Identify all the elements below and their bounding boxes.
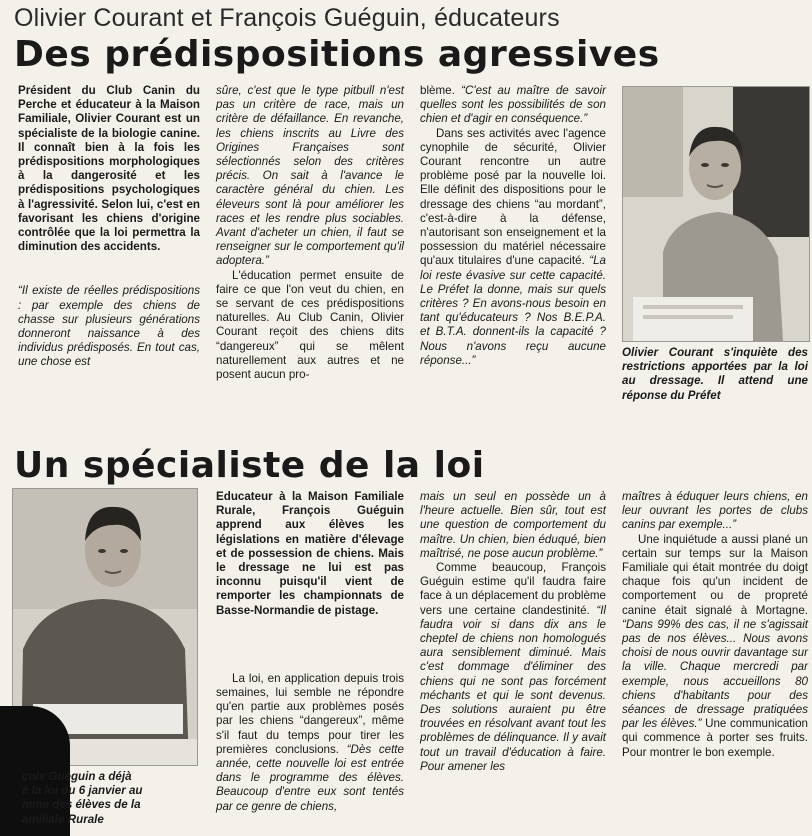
- article2-col2-quote: mais un seul en possède un à l'heure actuelle. Bien sûr, tout est une question de comportement du maître. Un chien, bien éduqué, bien maîtrisé, ne pose aucun problème.”: [420, 490, 606, 560]
- article1-col2-quote: sûre, c'est que le type pitbull n'est pas un critère de race, mais un critère de défaillance. En revanche, les chiens inscrits au Livre des Origines Françaises sont sélectionnés selon des critères précis. On sait à l'avance le caractère général du chien. Les éleveurs sont là pour améliorer les races et les rendre plus sociables. Avant d'acheter un chien, il faut se renseigner sur le comportement qu'il adoptera.”: [216, 84, 404, 268]
- photo-olivier-courant: [622, 86, 810, 342]
- photo-caption-1: Olivier Courant s'inquiète des restrictions apportées par la loi au dressage. Il attend une réponse du Préfet: [622, 346, 808, 402]
- article2-column-2: [420, 490, 606, 774]
- article2-column-3: [622, 490, 808, 760]
- article1-col3-body: blème. “C'est au maître de savoir quelles sont les possibilités de son chien et d'agir en conséquence.”: [420, 84, 606, 126]
- article-headline: Des prédispositions agressives: [14, 34, 660, 75]
- article2-lead: Educateur à la Maison Familiale Rurale, François Guéguin apprend aux élèves les législations en matière d'élevage et de possession de chiens. Mais le dressage ne lui est pas inconnu puisqu'il vient de remporter les championnats de Basse-Normandie de pistage.: [216, 490, 404, 617]
- article2-headline: Un spécialiste de la loi: [14, 445, 485, 486]
- article1-column-3: [420, 84, 606, 368]
- article2-col1-text: La loi, en application depuis trois semaines, lui semble ne répondre qu'en partie aux problèmes posés par les chiens “dangereux”, même s'il faut du temps pour tirer les premières conclusions. “Dès cette année, cette nouvelle loi est entrée dans le programme des élèves. Beaucoup d'entre eux sont tentés par ce genre de chiens,: [216, 671, 404, 813]
- article1-col2-text: L'éducation permet ensuite de faire ce que l'on veut du chien, en se servant de ces prédispositions naturelles. Au Club Canin, Olivier Courant reçoit des chiens dits “dangereux” qui se mêlent naturellement aux autres et ne posent aucun pro-: [216, 268, 404, 382]
- article2-column-1: [216, 490, 404, 814]
- article1-quote-start: “Il existe de réelles prédispositions : par exemple des chiens de chasse sur plusieurs générations donneront naissance à des individus prédisposés. En tout cas, une chose est: [18, 284, 200, 369]
- article2-col3-text: Une inquiétude a aussi plané un certain sur temps sur la Maison Familiale qui était montrée du doigt chaque fois qu'un incident de comportement ou de propreté canine était signalé à Mortagne. “Dans 99% des cas, il ne s'agissait pas de nos élèves... Nous avons choisi de nous ouvrir davantage sur la ville. Chaque mercredi par exemple, nous accueillons 80 chiens d'habitants pour des séances de dressage pratiquées par les élèves.” Une communication qui commence à porter ses fruits. Pour montrer le bon exemple.: [622, 532, 808, 759]
- article2-col2-text: Comme beaucoup, François Guéguin estime qu'il faudra faire face à un déplacement du problème vers une certaine clandestinité. “Il faudra voir si dans dix ans le cheptel de chiens non homologués aura sensiblement diminué. Mais c'est dommage d'éliminer des chiens qui ne sont pas forcément méchants et qui le sont devenus. Des solutions auraient pu être trouvées en résolvant avant tout les problèmes de délinquance. Il y avait tout un travail d'éducation à faire. Pour amener les: [420, 561, 606, 773]
- article-kicker: Olivier Courant et François Guéguin, éducateurs: [14, 4, 560, 32]
- photo-caption-2: çois Guéguin a déjà é la loi du 6 janvier au mme des élèves de la amiliale Rurale: [22, 770, 143, 826]
- article2-col3-quote: maîtres à éduquer leurs chiens, en leur ouvrant les portes de clubs canins par exemple...”: [622, 490, 808, 532]
- article1-column-2: [216, 84, 404, 382]
- article1-col3-text: Dans ses activités avec l'agence cynophile de sécurité, Olivier Courant rencontre un autre problème posé par la nouvelle loi. Elle définit des dispositions pour le dressage des chiens “au mordant”, c'est-à-dire à la défense, n'autorisant son enseignement et la possession du matériel nécessaire qu'aux titulaires d'une capacité. “La loi reste évasive sur cette capacité. Le Préfet la donne, mais sur quels critères ? En avons-nous besoin en tant qu'éducateurs ? Nos B.E.P.A. et B.T.A. donnent-ils la capacité ? Nous n'avons reçu aucune réponse...”: [420, 126, 606, 367]
- article1-lead: Président du Club Canin du Perche et éducateur à la Maison Familiale, Olivier Courant est un spécialiste de la biologie canine. Il connaît bien à la fois les prédispositions morphologiques à la dangerosité et les prédispositions psychologiques à l'agressivité. Selon lui, c'est en favorisant les chiens d'origine contrôlée que la loi permettra la diminution des accidents.: [18, 84, 200, 254]
- article1-column-1: [18, 84, 200, 370]
